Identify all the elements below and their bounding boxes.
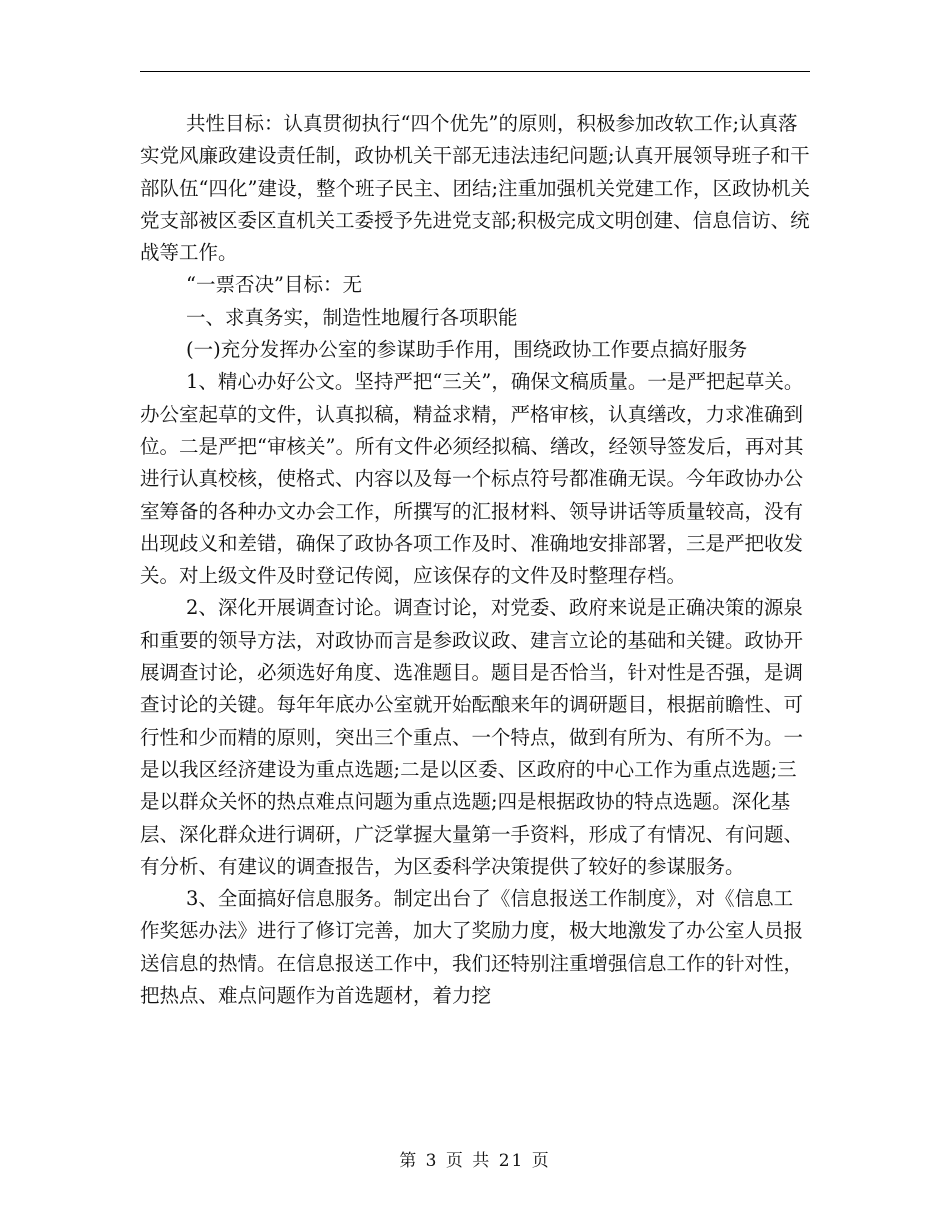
subsection-heading-1: (一)充分发挥办公室的参谋助手作用，围绕政协工作要点搞好服务 [186, 338, 748, 362]
section-heading-1: 一、求真务实，制造性地履行各项职能 [186, 305, 518, 329]
page-number-footer: 第 3 页 共 21 页 [399, 1151, 551, 1171]
header-rule [140, 71, 810, 72]
paragraph-item-1: 1、精心办好公文。坚持严把“三关”，确保文稿质量。一是严把起草关。办公室起草的文件，认真拟稿，精益求精，严格审核，认真缮改，力求准确到位。二是严把“审核关”。所有文件必须经拟稿、缮改，经领导签发后，再对其进行认真校核，使格式、内容以及每一个标点符号都准确无误。今年政协办公室筹备的各种办文办会工作，所撰写的汇报材料、领导讲话等质量较高，没有出现歧义和差错，确保了政协各项工作及时、准确地安排部署，三是严把收发关。对上级文件及时登记传阅，应该保存的文件及时整理存档。 [140, 370, 804, 588]
paragraph-veto-goal: “一票否决”目标：无 [186, 273, 362, 297]
paragraph-item-3: 3、全面搞好信息服务。制定出台了《信息报送工作制度》，对《信息工作奖惩办法》进行了修订完善，加大了奖励力度，极大地激发了办公室人员报送信息的热情。在信息报送工作中，我们还特别注重增强信息工作的针对性，把热点、难点问题作为首选题材，着力挖 [140, 887, 804, 1008]
body-text [140, 108, 812, 1012]
paragraph-common-goals: 共性目标：认真贯彻执行“四个优先”的原则，积极参加改软工作;认真落实党风廉政建设责任制，政协机关干部无违法违纪问题;认真开展领导班子和干部队伍“四化”建设，整个班子民主、团结;注重加强机关党建工作，区政协机关党支部被区委区直机关工委授予先进党支部;积极完成文明创建、信息信访、统战等工作。 [140, 112, 811, 265]
paragraph-item-2: 2、深化开展调查讨论。调查讨论，对党委、政府来说是正确决策的源泉和重要的领导方法，对政协而言是参政议政、建言立论的基础和关键。政协开展调查讨论，必须选好角度、选准题目。题目是否恰当，针对性是否强，是调查讨论的关键。每年年底办公室就开始酝酿来年的调研题目，根据前瞻性、可行性和少而精的原则，突出三个重点、一个特点，做到有所为、有所不为。一是以我区经济建设为重点选题;二是以区委、区政府的中心工作为重点选题;三是以群众关怀的热点难点问题为重点选题;四是根据政协的特点选题。深化基层、深化群众进行调研，广泛掌握大量第一手资料，形成了有情况、有问题、有分析、有建议的调查报告，为区委科学决策提供了较好的参谋服务。 [140, 596, 804, 878]
